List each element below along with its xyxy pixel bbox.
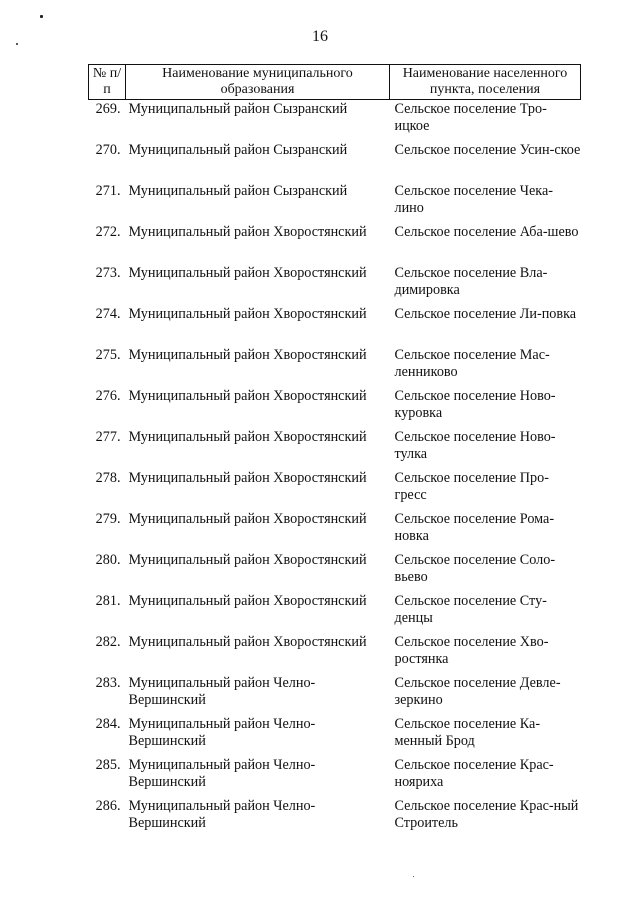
- row-number: 276.: [95, 388, 121, 404]
- row-number: 273.: [95, 265, 121, 281]
- municipality-name: Муниципальный район Челно-Вершинский: [128, 757, 316, 790]
- settlements-table-container: [88, 64, 580, 839]
- row-number: 278.: [95, 470, 121, 486]
- header-settlement: Наименование населенного пункта, поселения: [390, 65, 581, 100]
- settlement-name: Сельское поселение Мас-ленниково: [394, 347, 550, 380]
- row-number: 282.: [95, 634, 121, 650]
- settlement-name: Сельское поселение Чека-лино: [394, 183, 553, 216]
- municipality-name: Муниципальный район Хворостянский: [128, 470, 367, 486]
- settlement-name: Сельское поселение Сту-денцы: [394, 593, 547, 626]
- settlement-name: Сельское поселение Ново-тулка: [394, 429, 556, 462]
- table-row: [89, 716, 581, 757]
- row-number: 279.: [95, 511, 121, 527]
- row-number: 281.: [95, 593, 121, 609]
- row-number: 286.: [95, 798, 121, 814]
- settlement-name: Сельское поселение Усин-ское: [394, 142, 581, 158]
- table-header: [89, 65, 581, 100]
- settlement-name: Сельское поселение Ка-менный Брод: [394, 716, 541, 749]
- table-row: [89, 511, 581, 552]
- municipality-name: Муниципальный район Хворостянский: [128, 265, 367, 281]
- municipality-name: Муниципальный район Челно-Вершинский: [128, 675, 316, 708]
- settlement-name: Сельское поселение Рома-новка: [394, 511, 555, 544]
- table-body: [89, 100, 581, 840]
- municipality-name: Муниципальный район Хворостянский: [128, 388, 367, 404]
- row-number: 284.: [95, 716, 121, 732]
- settlement-name: Сельское поселение Крас-ный Строитель: [394, 798, 579, 831]
- table-row: [89, 224, 581, 265]
- page-number: 16: [312, 28, 328, 45]
- settlement-name: Сельское поселение Крас-нояриха: [394, 757, 554, 790]
- row-number: 280.: [95, 552, 121, 568]
- municipality-name: Муниципальный район Хворостянский: [128, 511, 367, 527]
- row-number: 275.: [95, 347, 121, 363]
- table-row: [89, 675, 581, 716]
- scan-speck: [413, 876, 414, 877]
- table-row: [89, 306, 581, 347]
- settlement-name: Сельское поселение Про-гресс: [394, 470, 549, 503]
- municipality-name: Муниципальный район Хворостянский: [128, 306, 367, 322]
- table-row: [89, 347, 581, 388]
- municipality-name: Муниципальный район Хворостянский: [128, 593, 367, 609]
- municipality-name: Муниципальный район Хворостянский: [128, 224, 367, 240]
- table-row: [89, 470, 581, 511]
- header-municipality: Наименование муниципального образования: [126, 65, 390, 100]
- municipality-name: Муниципальный район Сызранский: [128, 101, 348, 117]
- table-row: [89, 183, 581, 224]
- row-number: 277.: [95, 429, 121, 445]
- scan-speck: [40, 15, 43, 18]
- row-number: 269.: [95, 101, 121, 117]
- municipality-name: Муниципальный район Хворостянский: [128, 552, 367, 568]
- settlement-name: Сельское поселение Девле-зеркино: [394, 675, 561, 708]
- municipality-name: Муниципальный район Хворостянский: [128, 634, 367, 650]
- table-row: [89, 552, 581, 593]
- table-row: [89, 798, 581, 839]
- table-row: [89, 757, 581, 798]
- settlement-name: Сельское поселение Хво-ростянка: [394, 634, 549, 667]
- row-number: 274.: [95, 306, 121, 322]
- municipality-name: Муниципальный район Челно-Вершинский: [128, 716, 316, 749]
- settlements-table: [88, 64, 581, 839]
- municipality-name: Муниципальный район Сызранский: [128, 142, 348, 158]
- table-row: [89, 634, 581, 675]
- settlement-name: Сельское поселение Тро-ицкое: [394, 101, 547, 134]
- municipality-name: Муниципальный район Хворостянский: [128, 429, 367, 445]
- table-row: [89, 388, 581, 429]
- row-number: 270.: [95, 142, 121, 158]
- settlement-name: Сельское поселение Аба-шево: [394, 224, 579, 240]
- row-number: 283.: [95, 675, 121, 691]
- municipality-name: Муниципальный район Хворостянский: [128, 347, 367, 363]
- settlement-name: Сельское поселение Вла-димировка: [394, 265, 548, 298]
- table-row: [89, 429, 581, 470]
- table-row: [89, 100, 581, 143]
- settlement-name: Сельское поселение Соло-вьево: [394, 552, 556, 585]
- table-row: [89, 142, 581, 183]
- settlement-name: Сельское поселение Ново-куровка: [394, 388, 556, 421]
- row-number: 285.: [95, 757, 121, 773]
- municipality-name: Муниципальный район Сызранский: [128, 183, 348, 199]
- table-row: [89, 265, 581, 306]
- header-num: № п/п: [89, 65, 126, 100]
- row-number: 271.: [95, 183, 121, 199]
- row-number: 272.: [95, 224, 121, 240]
- table-row: [89, 593, 581, 634]
- settlement-name: Сельское поселение Ли-повка: [394, 306, 577, 322]
- municipality-name: Муниципальный район Челно-Вершинский: [128, 798, 316, 831]
